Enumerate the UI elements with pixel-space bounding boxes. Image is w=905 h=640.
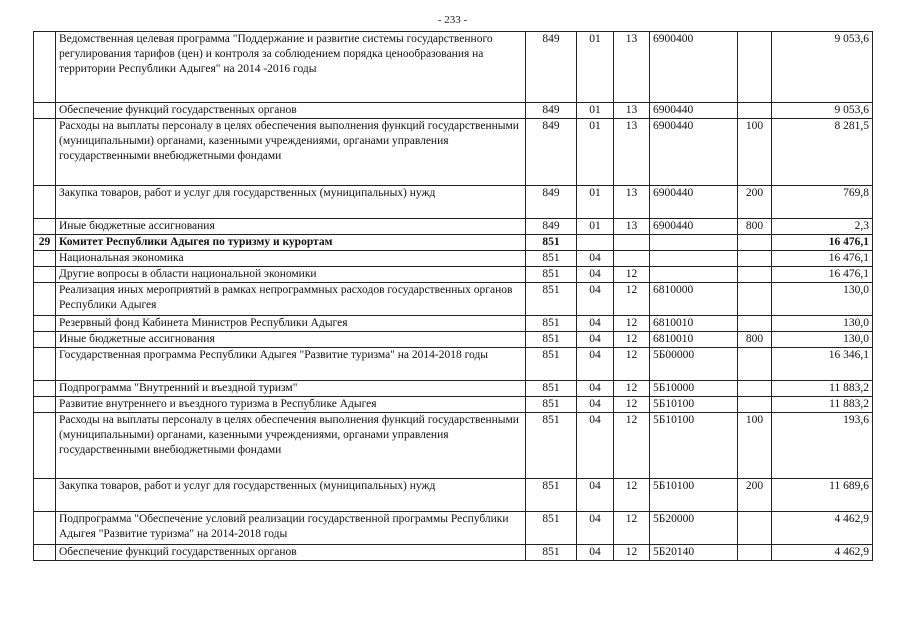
expense-type-code-cell bbox=[738, 283, 772, 316]
expense-type-code-cell: 100 bbox=[738, 119, 772, 186]
amount-cell: 130,0 bbox=[772, 332, 873, 348]
target-article-code-cell: 5Б10000 bbox=[650, 381, 738, 397]
row-number-cell bbox=[34, 413, 56, 479]
subsection-code-cell: 12 bbox=[614, 332, 650, 348]
section-code-cell: 04 bbox=[577, 332, 614, 348]
expense-type-code-cell bbox=[738, 267, 772, 283]
section-code-cell: 04 bbox=[577, 413, 614, 479]
target-article-code-cell: 5Б10100 bbox=[650, 479, 738, 512]
ministry-code-cell: 849 bbox=[526, 32, 577, 103]
amount-cell: 11 689,6 bbox=[772, 479, 873, 512]
subsection-code-cell: 13 bbox=[614, 119, 650, 186]
row-number-cell bbox=[34, 251, 56, 267]
subsection-code-cell: 12 bbox=[614, 479, 650, 512]
row-number-cell bbox=[34, 397, 56, 413]
ministry-code-cell: 851 bbox=[526, 332, 577, 348]
amount-cell: 16 476,1 bbox=[772, 235, 873, 251]
expense-type-code-cell bbox=[738, 251, 772, 267]
ministry-code-cell: 851 bbox=[526, 235, 577, 251]
row-name-cell: Обеспечение функций государственных органов bbox=[56, 545, 526, 561]
table-row bbox=[34, 316, 873, 332]
amount-cell: 130,0 bbox=[772, 316, 873, 332]
section-code-cell: 04 bbox=[577, 479, 614, 512]
expense-type-code-cell bbox=[738, 397, 772, 413]
subsection-code-cell: 12 bbox=[614, 397, 650, 413]
table-row bbox=[34, 32, 873, 103]
row-number-cell bbox=[34, 119, 56, 186]
subsection-code-cell bbox=[614, 251, 650, 267]
expense-type-code-cell bbox=[738, 32, 772, 103]
target-article-code-cell: 5Б20000 bbox=[650, 512, 738, 545]
row-name-cell: Расходы на выплаты персоналу в целях обеспечения выполнения функций государственными (муниципальными) органами, казенными учреждениями, органами управления государственными внебюджетными фондами bbox=[56, 119, 526, 186]
section-code-cell: 01 bbox=[577, 103, 614, 119]
subsection-code-cell: 12 bbox=[614, 283, 650, 316]
row-name-cell: Комитет Республики Адыгея по туризму и курортам bbox=[56, 235, 526, 251]
ministry-code-cell: 851 bbox=[526, 397, 577, 413]
target-article-code-cell: 6900400 bbox=[650, 32, 738, 103]
row-number-cell bbox=[34, 219, 56, 235]
table-row bbox=[34, 119, 873, 186]
table-row bbox=[34, 283, 873, 316]
table-row bbox=[34, 413, 873, 479]
row-name-cell: Иные бюджетные ассигнования bbox=[56, 219, 526, 235]
table-body bbox=[34, 32, 873, 561]
ministry-code-cell: 851 bbox=[526, 316, 577, 332]
target-article-code-cell: 5Б00000 bbox=[650, 348, 738, 381]
amount-cell: 193,6 bbox=[772, 413, 873, 479]
subsection-code-cell: 12 bbox=[614, 413, 650, 479]
expense-type-code-cell: 800 bbox=[738, 219, 772, 235]
row-number-cell bbox=[34, 348, 56, 381]
table-row bbox=[34, 348, 873, 381]
row-number-cell: 29 bbox=[34, 235, 56, 251]
expense-type-code-cell bbox=[738, 103, 772, 119]
amount-cell: 9 053,6 bbox=[772, 32, 873, 103]
expense-type-code-cell: 100 bbox=[738, 413, 772, 479]
expense-type-code-cell: 200 bbox=[738, 479, 772, 512]
table-row bbox=[34, 512, 873, 545]
row-number-cell bbox=[34, 103, 56, 119]
section-code-cell: 04 bbox=[577, 316, 614, 332]
ministry-code-cell: 851 bbox=[526, 267, 577, 283]
target-article-code-cell: 6810010 bbox=[650, 332, 738, 348]
ministry-code-cell: 849 bbox=[526, 186, 577, 219]
table-row bbox=[34, 267, 873, 283]
row-name-cell: Подпрограмма "Обеспечение условий реализации государственной программы Республики Адыгея "Развитие туризма" на 2014-2018 годы bbox=[56, 512, 526, 545]
table-row bbox=[34, 397, 873, 413]
expense-type-code-cell: 200 bbox=[738, 186, 772, 219]
target-article-code-cell: 6900440 bbox=[650, 103, 738, 119]
amount-cell: 9 053,6 bbox=[772, 103, 873, 119]
subsection-code-cell: 12 bbox=[614, 512, 650, 545]
row-number-cell bbox=[34, 316, 56, 332]
target-article-code-cell: 6810010 bbox=[650, 316, 738, 332]
row-name-cell: Иные бюджетные ассигнования bbox=[56, 332, 526, 348]
row-name-cell: Закупка товаров, работ и услуг для государственных (муниципальных) нужд bbox=[56, 186, 526, 219]
ministry-code-cell: 849 bbox=[526, 119, 577, 186]
subsection-code-cell: 13 bbox=[614, 186, 650, 219]
ministry-code-cell: 851 bbox=[526, 283, 577, 316]
expense-type-code-cell bbox=[738, 348, 772, 381]
section-code-cell: 04 bbox=[577, 348, 614, 381]
row-name-cell: Закупка товаров, работ и услуг для государственных (муниципальных) нужд bbox=[56, 479, 526, 512]
budget-table bbox=[33, 31, 873, 561]
target-article-code-cell bbox=[650, 267, 738, 283]
section-code-cell: 01 bbox=[577, 219, 614, 235]
subsection-code-cell: 12 bbox=[614, 316, 650, 332]
expense-type-code-cell bbox=[738, 381, 772, 397]
ministry-code-cell: 851 bbox=[526, 512, 577, 545]
row-number-cell bbox=[34, 32, 56, 103]
section-code-cell: 01 bbox=[577, 32, 614, 103]
expense-type-code-cell bbox=[738, 316, 772, 332]
table-row bbox=[34, 186, 873, 219]
target-article-code-cell: 5Б10100 bbox=[650, 413, 738, 479]
expense-type-code-cell bbox=[738, 512, 772, 545]
row-name-cell: Подпрограмма "Внутренний и въездной туризм" bbox=[56, 381, 526, 397]
amount-cell: 769,8 bbox=[772, 186, 873, 219]
amount-cell: 8 281,5 bbox=[772, 119, 873, 186]
row-number-cell bbox=[34, 267, 56, 283]
section-code-cell: 04 bbox=[577, 283, 614, 316]
row-name-cell: Ведомственная целевая программа "Поддержание и развитие системы государственного регулирования тарифов (цен) и контроля за соблюдением порядка ценообразования на территории Республики Адыгея" на 2014 -2016 годы bbox=[56, 32, 526, 103]
section-code-cell: 04 bbox=[577, 381, 614, 397]
table-row bbox=[34, 332, 873, 348]
row-name-cell: Резервный фонд Кабинета Министров Республики Адыгея bbox=[56, 316, 526, 332]
row-number-cell bbox=[34, 283, 56, 316]
table-row bbox=[34, 251, 873, 267]
section-code-cell: 04 bbox=[577, 251, 614, 267]
section-code-cell: 04 bbox=[577, 512, 614, 545]
ministry-code-cell: 851 bbox=[526, 545, 577, 561]
target-article-code-cell bbox=[650, 251, 738, 267]
ministry-code-cell: 849 bbox=[526, 103, 577, 119]
table-row bbox=[34, 103, 873, 119]
target-article-code-cell: 6810000 bbox=[650, 283, 738, 316]
target-article-code-cell: 5Б20140 bbox=[650, 545, 738, 561]
amount-cell: 130,0 bbox=[772, 283, 873, 316]
ministry-code-cell: 851 bbox=[526, 413, 577, 479]
subsection-code-cell bbox=[614, 235, 650, 251]
amount-cell: 16 476,1 bbox=[772, 251, 873, 267]
page-number: - 233 - bbox=[437, 14, 468, 26]
subsection-code-cell: 12 bbox=[614, 348, 650, 381]
row-name-cell: Национальная экономика bbox=[56, 251, 526, 267]
amount-cell: 2,3 bbox=[772, 219, 873, 235]
ministry-code-cell: 849 bbox=[526, 219, 577, 235]
row-number-cell bbox=[34, 512, 56, 545]
ministry-code-cell: 851 bbox=[526, 479, 577, 512]
section-code-cell: 04 bbox=[577, 267, 614, 283]
section-code-cell: 01 bbox=[577, 119, 614, 186]
ministry-code-cell: 851 bbox=[526, 381, 577, 397]
row-number-cell bbox=[34, 186, 56, 219]
subsection-code-cell: 12 bbox=[614, 545, 650, 561]
amount-cell: 16 476,1 bbox=[772, 267, 873, 283]
amount-cell: 4 462,9 bbox=[772, 545, 873, 561]
amount-cell: 4 462,9 bbox=[772, 512, 873, 545]
amount-cell: 11 883,2 bbox=[772, 397, 873, 413]
amount-cell: 11 883,2 bbox=[772, 381, 873, 397]
row-name-cell: Другие вопросы в области национальной экономики bbox=[56, 267, 526, 283]
row-name-cell: Государственная программа Республики Адыгея "Развитие туризма" на 2014-2018 годы bbox=[56, 348, 526, 381]
row-name-cell: Расходы на выплаты персоналу в целях обеспечения выполнения функций государственными (муниципальными) органами, казенными учреждениями, органами управления государственными внебюджетными фондами bbox=[56, 413, 526, 479]
table-row bbox=[34, 235, 873, 251]
section-code-cell: 01 bbox=[577, 186, 614, 219]
ministry-code-cell: 851 bbox=[526, 251, 577, 267]
expense-type-code-cell: 800 bbox=[738, 332, 772, 348]
subsection-code-cell: 12 bbox=[614, 267, 650, 283]
ministry-code-cell: 851 bbox=[526, 348, 577, 381]
target-article-code-cell: 6900440 bbox=[650, 219, 738, 235]
section-code-cell bbox=[577, 235, 614, 251]
row-number-cell bbox=[34, 545, 56, 561]
subsection-code-cell: 12 bbox=[614, 381, 650, 397]
row-number-cell bbox=[34, 479, 56, 512]
expense-type-code-cell bbox=[738, 235, 772, 251]
amount-cell: 16 346,1 bbox=[772, 348, 873, 381]
table-row bbox=[34, 545, 873, 561]
target-article-code-cell bbox=[650, 235, 738, 251]
subsection-code-cell: 13 bbox=[614, 103, 650, 119]
section-code-cell: 04 bbox=[577, 545, 614, 561]
row-number-cell bbox=[34, 381, 56, 397]
table-row bbox=[34, 219, 873, 235]
target-article-code-cell: 6900440 bbox=[650, 119, 738, 186]
subsection-code-cell: 13 bbox=[614, 32, 650, 103]
row-name-cell: Развитие внутреннего и въездного туризма в Республике Адыгея bbox=[56, 397, 526, 413]
subsection-code-cell: 13 bbox=[614, 219, 650, 235]
section-code-cell: 04 bbox=[577, 397, 614, 413]
expense-type-code-cell bbox=[738, 545, 772, 561]
row-number-cell bbox=[34, 332, 56, 348]
table-row bbox=[34, 479, 873, 512]
target-article-code-cell: 6900440 bbox=[650, 186, 738, 219]
row-name-cell: Реализация иных мероприятий в рамках непрограммных расходов государственных органов Республики Адыгея bbox=[56, 283, 526, 316]
table-row bbox=[34, 381, 873, 397]
row-name-cell: Обеспечение функций государственных органов bbox=[56, 103, 526, 119]
target-article-code-cell: 5Б10100 bbox=[650, 397, 738, 413]
